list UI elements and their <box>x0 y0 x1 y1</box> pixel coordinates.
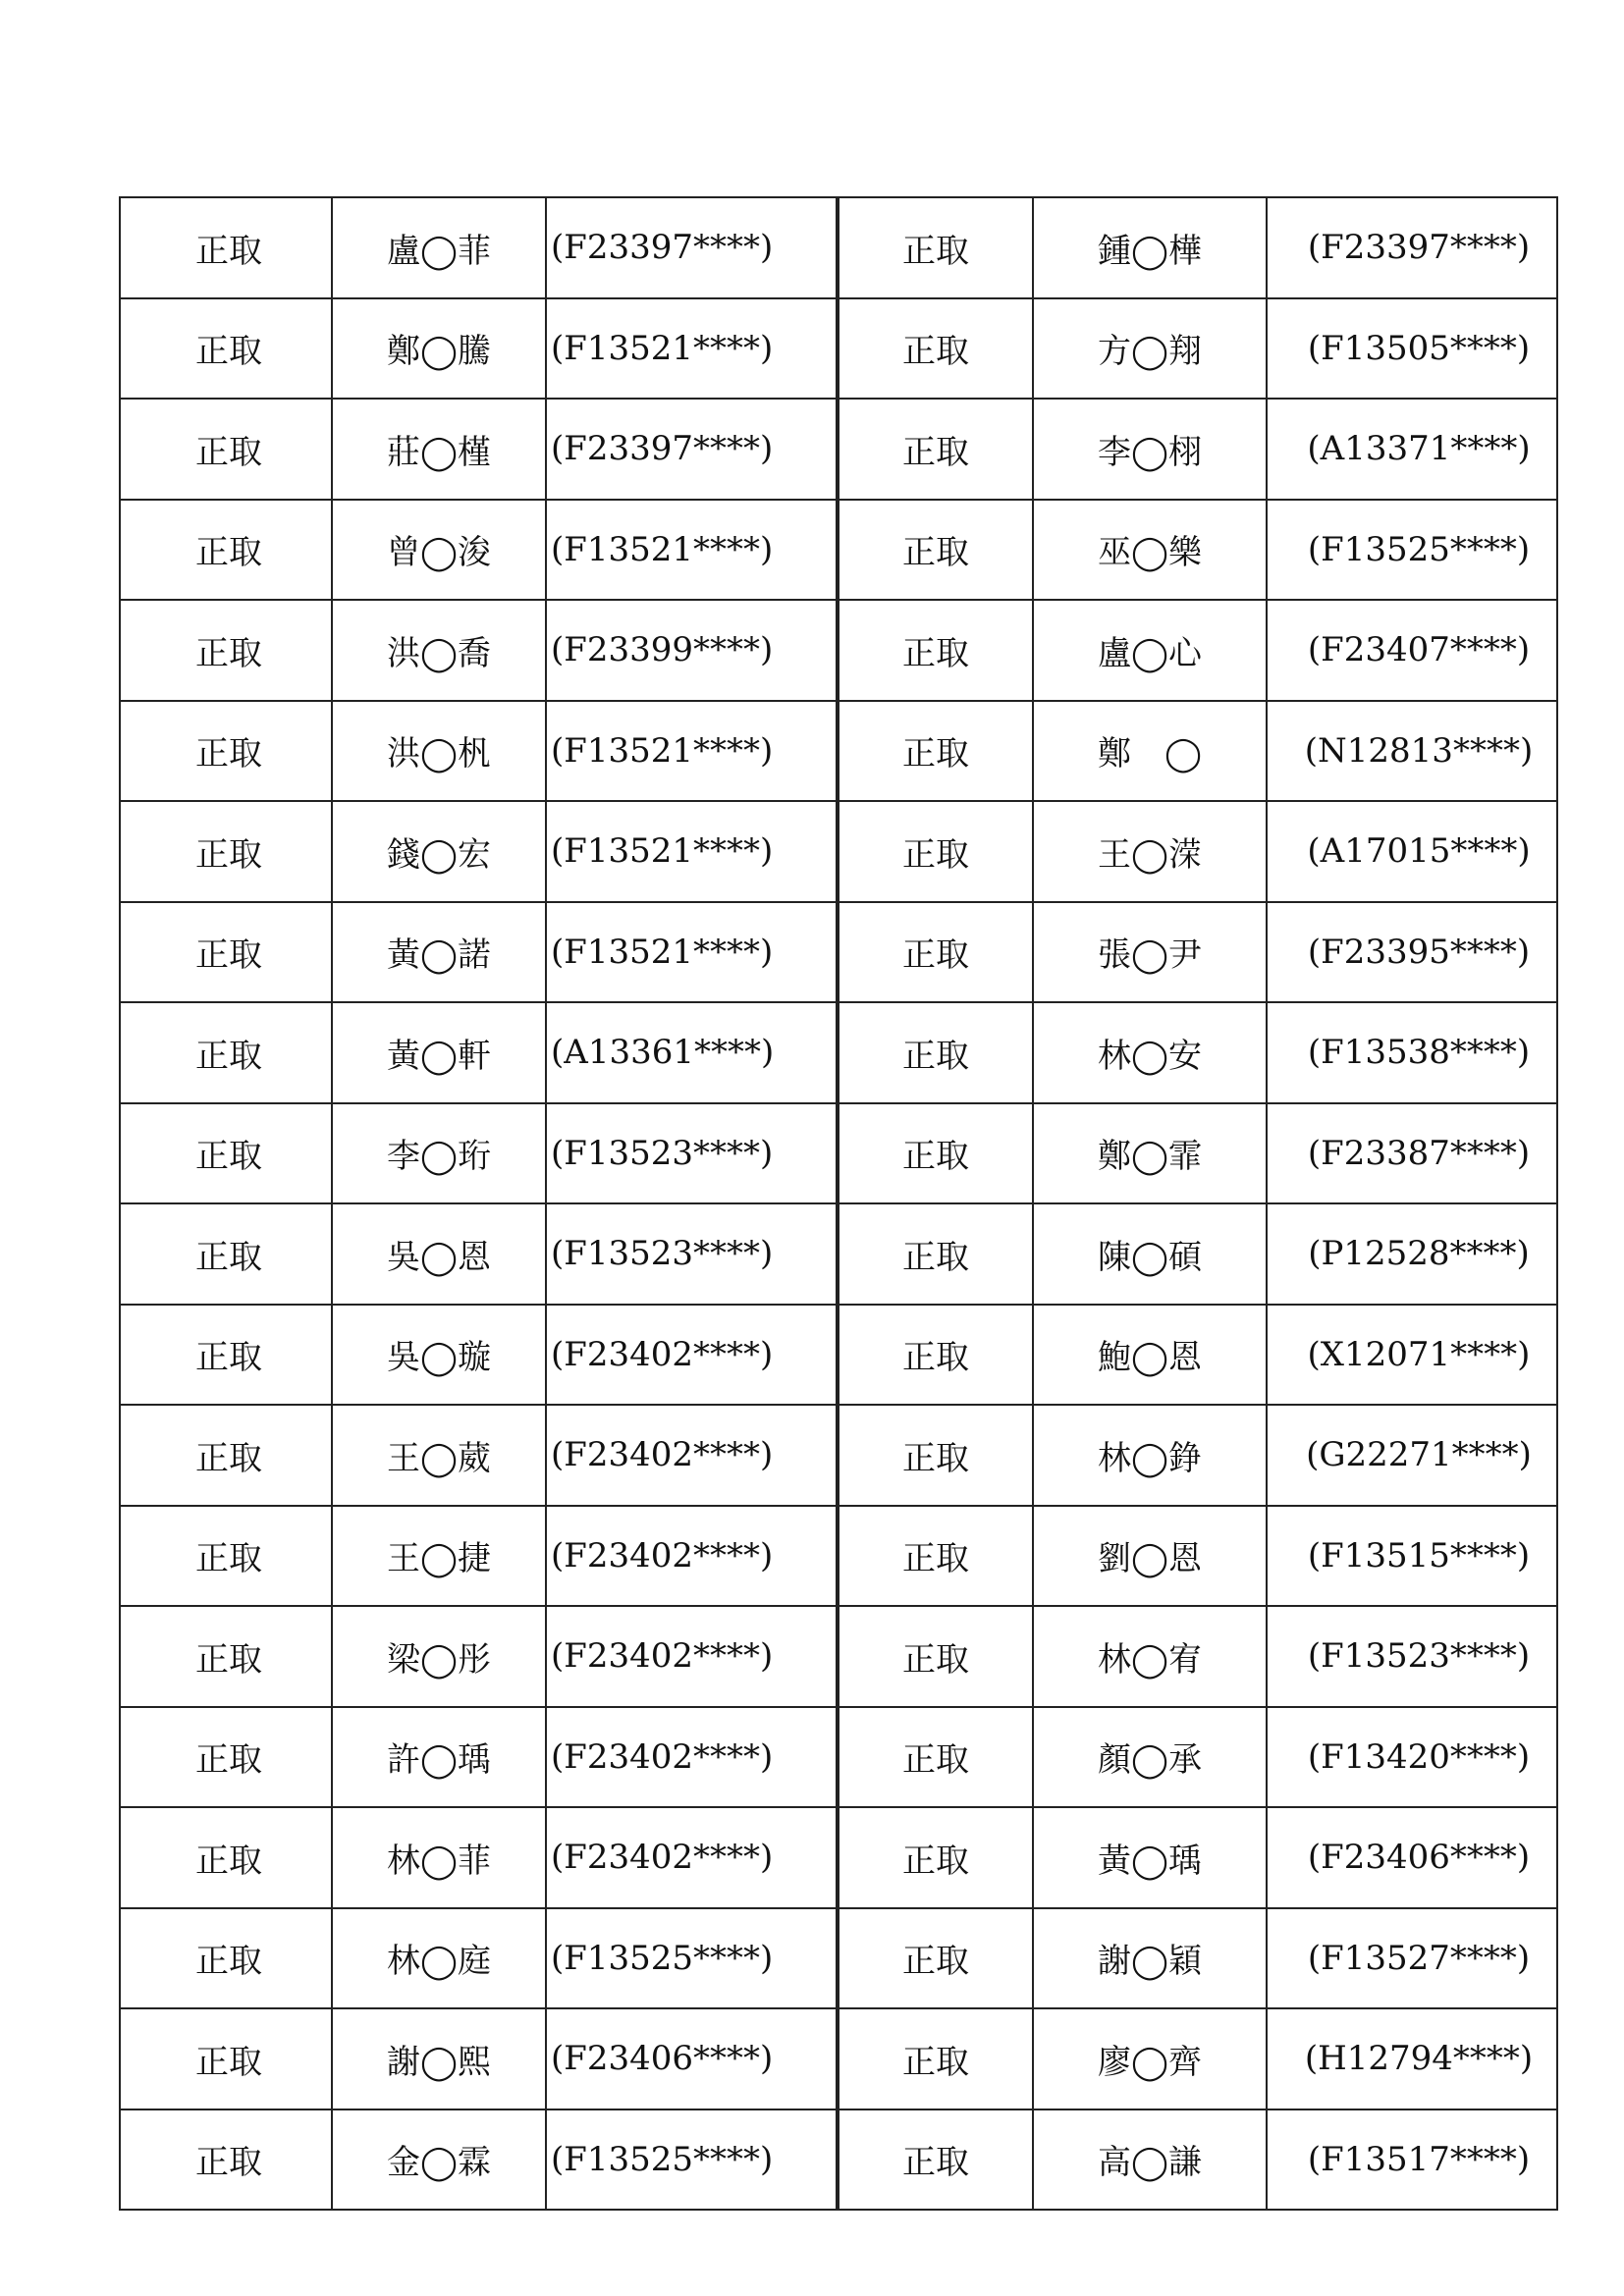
admission-status-cell <box>839 1606 1033 1707</box>
student-name-cell <box>332 2109 546 2211</box>
admission-status-cell <box>839 1707 1033 1808</box>
id-number: (F13538****) <box>1307 1033 1531 1073</box>
id-number-cell <box>1267 902 1557 1003</box>
id-number-cell <box>546 600 837 701</box>
student-name-cell <box>332 2008 546 2109</box>
student-name-cell <box>332 701 546 802</box>
table-row <box>120 1506 837 1607</box>
table-row <box>120 1707 837 1808</box>
table-row <box>839 1203 1557 1305</box>
id-number-cell <box>546 1606 837 1707</box>
id-number: (X12071****) <box>1307 1334 1531 1374</box>
admission-status-cell <box>120 1203 332 1305</box>
id-number-cell <box>1267 600 1557 701</box>
admission-status: 正取 <box>195 935 262 976</box>
student-name-cell <box>1033 1908 1267 2009</box>
student-name: 高◯謙 <box>1097 2143 1203 2183</box>
id-number: (F13521****) <box>551 328 774 368</box>
id-number-cell <box>546 701 837 802</box>
admission-status: 正取 <box>195 1841 262 1881</box>
id-number: (N12813****) <box>1304 730 1534 771</box>
table-row <box>839 600 1557 701</box>
admission-status: 正取 <box>902 1036 969 1076</box>
table-row <box>120 2008 837 2109</box>
id-number-cell <box>546 2008 837 2109</box>
admission-status: 正取 <box>902 2143 969 2183</box>
student-name-cell <box>1033 298 1267 400</box>
student-name: 王◯溁 <box>1097 834 1203 875</box>
student-name-cell <box>332 1002 546 1103</box>
table-row <box>839 1305 1557 1406</box>
admission-status: 正取 <box>902 332 969 372</box>
student-name-cell <box>1033 2109 1267 2211</box>
table-row <box>120 600 837 701</box>
student-name: 鍾◯樺 <box>1097 231 1203 271</box>
id-number: (G22271****) <box>1306 1435 1532 1475</box>
id-number: (F13523****) <box>551 1133 774 1173</box>
roster-table-right <box>838 196 1558 2211</box>
table-row <box>839 1405 1557 1506</box>
student-name-cell <box>332 399 546 500</box>
id-number: (F13521****) <box>551 730 774 771</box>
admission-status: 正取 <box>902 1740 969 1781</box>
id-number: (F13521****) <box>551 932 774 972</box>
admission-status: 正取 <box>195 1942 262 1982</box>
table-row <box>120 1807 837 1908</box>
admission-status: 正取 <box>195 633 262 673</box>
student-name-cell <box>332 1103 546 1204</box>
table-row <box>120 1305 837 1406</box>
student-name: 莊◯槿 <box>386 432 492 472</box>
student-name-cell <box>332 1707 546 1808</box>
admission-status: 正取 <box>195 1338 262 1378</box>
student-name: 巫◯樂 <box>1097 533 1203 573</box>
student-name-cell <box>1033 197 1267 298</box>
admission-status-cell <box>120 2109 332 2211</box>
table-row <box>120 902 837 1003</box>
admission-status-cell <box>839 2109 1033 2211</box>
student-name-cell <box>1033 1002 1267 1103</box>
student-name-cell <box>1033 1506 1267 1607</box>
id-number-cell <box>546 1506 837 1607</box>
student-name-cell <box>1033 2008 1267 2109</box>
student-name: 盧◯心 <box>1097 633 1203 673</box>
student-name: 劉◯恩 <box>1097 1539 1203 1579</box>
admission-status-cell <box>839 701 1033 802</box>
id-number-cell <box>546 1305 837 1406</box>
id-number-cell <box>546 1405 837 1506</box>
student-name: 黃◯瑀 <box>1097 1841 1203 1881</box>
admission-status: 正取 <box>195 734 262 774</box>
admission-status: 正取 <box>902 1639 969 1680</box>
admission-status: 正取 <box>902 432 969 472</box>
admission-status-cell <box>839 1305 1033 1406</box>
id-number: (H12794****) <box>1304 2039 1534 2079</box>
id-number: (F13420****) <box>1307 1736 1531 1777</box>
student-name-cell <box>1033 1707 1267 1808</box>
id-number-cell <box>546 197 837 298</box>
roster-left-body <box>120 197 837 2210</box>
student-name-cell <box>1033 701 1267 802</box>
table-row <box>120 1002 837 1103</box>
admission-status-cell <box>839 1506 1033 1607</box>
id-number-cell <box>1267 399 1557 500</box>
student-name: 鄭◯霏 <box>1097 1137 1203 1177</box>
student-name-cell <box>332 1305 546 1406</box>
student-name: 盧◯菲 <box>386 231 492 271</box>
student-name: 林◯宥 <box>1097 1639 1203 1680</box>
id-number-cell <box>1267 1203 1557 1305</box>
admission-status: 正取 <box>902 1539 969 1579</box>
student-name: 許◯瑀 <box>386 1740 492 1781</box>
id-number: (F23399****) <box>551 630 774 670</box>
id-number: (F23397****) <box>1307 228 1531 268</box>
student-name: 方◯翔 <box>1097 332 1203 372</box>
student-name: 王◯葳 <box>386 1438 492 1478</box>
id-number: (F13517****) <box>1307 2139 1531 2179</box>
admission-status: 正取 <box>902 1237 969 1277</box>
admission-status-cell <box>839 801 1033 902</box>
id-number: (F23407****) <box>1307 630 1531 670</box>
table-row <box>120 1103 837 1204</box>
student-name-cell <box>332 197 546 298</box>
table-row <box>120 1606 837 1707</box>
student-name: 李◯珩 <box>386 1137 492 1177</box>
student-name-cell <box>1033 1103 1267 1204</box>
student-name: 王◯捷 <box>386 1539 492 1579</box>
id-number: (F23402****) <box>551 1334 774 1374</box>
table-row <box>839 1707 1557 1808</box>
id-number-cell <box>1267 1807 1557 1908</box>
id-number-cell <box>1267 1908 1557 2009</box>
student-name-cell <box>332 1506 546 1607</box>
student-name: 洪◯杋 <box>386 734 492 774</box>
admission-status: 正取 <box>902 633 969 673</box>
table-row <box>839 1506 1557 1607</box>
admission-status: 正取 <box>902 834 969 875</box>
admission-status-cell <box>120 1002 332 1103</box>
student-name: 林◯錚 <box>1097 1438 1203 1478</box>
table-row <box>839 902 1557 1003</box>
student-name: 錢◯宏 <box>386 834 492 875</box>
admission-status: 正取 <box>195 2042 262 2082</box>
admission-status: 正取 <box>902 1438 969 1478</box>
table-row <box>839 701 1557 802</box>
admission-status: 正取 <box>195 1237 262 1277</box>
student-name: 洪◯喬 <box>386 633 492 673</box>
id-number-cell <box>546 1707 837 1808</box>
student-name-cell <box>332 1405 546 1506</box>
id-number: (F23402****) <box>551 1838 774 1878</box>
id-number: (F23397****) <box>551 228 774 268</box>
admission-roster-sheet <box>119 196 1556 2211</box>
table-row <box>839 1606 1557 1707</box>
roster-table-left <box>119 196 838 2211</box>
id-number: (F13525****) <box>551 2139 774 2179</box>
admission-status-cell <box>839 1908 1033 2009</box>
admission-status: 正取 <box>902 1338 969 1378</box>
student-name-cell <box>332 1606 546 1707</box>
id-number: (A13371****) <box>1307 429 1531 469</box>
student-name-cell <box>332 500 546 601</box>
admission-status-cell <box>839 197 1033 298</box>
id-number: (F13525****) <box>1307 529 1531 569</box>
student-name-cell <box>332 1203 546 1305</box>
id-number-cell <box>1267 197 1557 298</box>
student-name-cell <box>1033 1203 1267 1305</box>
student-name: 林◯菲 <box>386 1841 492 1881</box>
admission-status: 正取 <box>902 734 969 774</box>
admission-status: 正取 <box>195 1639 262 1680</box>
id-number-cell <box>1267 2109 1557 2211</box>
id-number: (F23397****) <box>551 429 774 469</box>
admission-status-cell <box>120 1405 332 1506</box>
student-name: 鮑◯恩 <box>1097 1338 1203 1378</box>
table-row <box>839 2008 1557 2109</box>
id-number-cell <box>546 1203 837 1305</box>
admission-status-cell <box>839 399 1033 500</box>
student-name-cell <box>1033 1405 1267 1506</box>
id-number-cell <box>1267 1305 1557 1406</box>
admission-status-cell <box>120 701 332 802</box>
student-name-cell <box>332 1807 546 1908</box>
id-number: (F23387****) <box>1307 1133 1531 1173</box>
admission-status: 正取 <box>195 432 262 472</box>
admission-status-cell <box>120 2008 332 2109</box>
admission-status-cell <box>120 500 332 601</box>
id-number: (F13521****) <box>551 831 774 872</box>
admission-status-cell <box>839 1002 1033 1103</box>
student-name: 金◯霖 <box>386 2143 492 2183</box>
admission-status-cell <box>120 1908 332 2009</box>
student-name: 曾◯浚 <box>386 533 492 573</box>
student-name-cell <box>1033 399 1267 500</box>
id-number-cell <box>546 1807 837 1908</box>
id-number-cell <box>1267 1606 1557 1707</box>
id-number: (A13361****) <box>551 1033 775 1073</box>
id-number: (F13505****) <box>1307 328 1531 368</box>
id-number-cell <box>546 298 837 400</box>
id-number: (F23402****) <box>551 1636 774 1677</box>
id-number-cell <box>546 902 837 1003</box>
admission-status-cell <box>839 2008 1033 2109</box>
admission-status-cell <box>839 902 1033 1003</box>
admission-status: 正取 <box>902 533 969 573</box>
admission-status-cell <box>839 500 1033 601</box>
table-row <box>839 1002 1557 1103</box>
id-number: (F23402****) <box>551 1736 774 1777</box>
student-name-cell <box>332 801 546 902</box>
id-number-cell <box>546 1103 837 1204</box>
student-name: 張◯尹 <box>1097 935 1203 976</box>
student-name-cell <box>1033 500 1267 601</box>
admission-status: 正取 <box>195 1740 262 1781</box>
table-row <box>839 399 1557 500</box>
admission-status: 正取 <box>195 332 262 372</box>
admission-status: 正取 <box>195 231 262 271</box>
id-number: (F23402****) <box>551 1435 774 1475</box>
student-name: 黃◯諾 <box>386 935 492 976</box>
table-row <box>120 1405 837 1506</box>
student-name-cell <box>1033 1606 1267 1707</box>
roster-right-body <box>839 197 1557 2210</box>
student-name: 林◯庭 <box>386 1942 492 1982</box>
admission-status-cell <box>120 399 332 500</box>
admission-status: 正取 <box>902 2042 969 2082</box>
student-name: 李◯栩 <box>1097 432 1203 472</box>
id-number-cell <box>1267 701 1557 802</box>
admission-status-cell <box>839 1103 1033 1204</box>
id-number: (F23395****) <box>1307 932 1531 972</box>
admission-status-cell <box>120 1103 332 1204</box>
student-name: 謝◯穎 <box>1097 1942 1203 1982</box>
admission-status-cell <box>839 298 1033 400</box>
id-number: (F13527****) <box>1307 1938 1531 1978</box>
id-number-cell <box>1267 1103 1557 1204</box>
admission-status-cell <box>120 1606 332 1707</box>
id-number: (F13521****) <box>551 529 774 569</box>
student-name-cell <box>332 1908 546 2009</box>
admission-status-cell <box>120 1807 332 1908</box>
table-row <box>839 1908 1557 2009</box>
table-row <box>120 500 837 601</box>
admission-status-cell <box>120 801 332 902</box>
student-name: 廖◯齊 <box>1097 2042 1203 2082</box>
student-name-cell <box>1033 1807 1267 1908</box>
id-number-cell <box>1267 1405 1557 1506</box>
id-number: (F23402****) <box>551 1535 774 1575</box>
id-number-cell <box>546 801 837 902</box>
student-name: 鄭◯騰 <box>386 332 492 372</box>
id-number-cell <box>1267 1506 1557 1607</box>
admission-status-cell <box>120 298 332 400</box>
admission-status-cell <box>839 1405 1033 1506</box>
id-number-cell <box>546 2109 837 2211</box>
admission-status: 正取 <box>195 1539 262 1579</box>
admission-status: 正取 <box>195 834 262 875</box>
table-row <box>839 197 1557 298</box>
id-number-cell <box>546 1908 837 2009</box>
table-row <box>120 801 837 902</box>
admission-status-cell <box>120 1305 332 1406</box>
student-name: 吳◯恩 <box>386 1237 492 1277</box>
id-number: (F23406****) <box>1307 1838 1531 1878</box>
student-name-cell <box>1033 600 1267 701</box>
id-number-cell <box>546 399 837 500</box>
student-name: 吳◯璇 <box>386 1338 492 1378</box>
student-name: 林◯安 <box>1097 1036 1203 1076</box>
admission-status: 正取 <box>195 533 262 573</box>
id-number: (A17015****) <box>1307 831 1531 872</box>
admission-status: 正取 <box>902 231 969 271</box>
id-number-cell <box>1267 1707 1557 1808</box>
admission-status: 正取 <box>902 935 969 976</box>
admission-status: 正取 <box>195 2143 262 2183</box>
id-number: (F13515****) <box>1307 1535 1531 1575</box>
table-row <box>120 1908 837 2009</box>
id-number-cell <box>1267 2008 1557 2109</box>
id-number: (F13523****) <box>1307 1636 1531 1677</box>
table-row <box>120 399 837 500</box>
admission-status-cell <box>120 1707 332 1808</box>
admission-status: 正取 <box>902 1942 969 1982</box>
student-name-cell <box>332 298 546 400</box>
id-number-cell <box>1267 1002 1557 1103</box>
id-number: (P12528****) <box>1308 1234 1530 1274</box>
admission-status: 正取 <box>902 1137 969 1177</box>
table-row <box>120 1203 837 1305</box>
table-row <box>120 298 837 400</box>
table-row <box>839 1103 1557 1204</box>
admission-status: 正取 <box>195 1137 262 1177</box>
table-row <box>120 701 837 802</box>
id-number: (F13523****) <box>551 1234 774 1274</box>
table-row <box>120 197 837 298</box>
id-number-cell <box>1267 298 1557 400</box>
admission-status: 正取 <box>195 1438 262 1478</box>
admission-status-cell <box>120 600 332 701</box>
student-name-cell <box>332 600 546 701</box>
id-number-cell <box>1267 500 1557 601</box>
student-name-cell <box>332 902 546 1003</box>
id-number-cell <box>546 500 837 601</box>
table-row <box>839 1807 1557 1908</box>
admission-status-cell <box>839 1203 1033 1305</box>
student-name: 謝◯熙 <box>386 2042 492 2082</box>
admission-status-cell <box>120 902 332 1003</box>
table-row <box>839 298 1557 400</box>
table-row <box>120 2109 837 2211</box>
admission-status-cell <box>120 1506 332 1607</box>
admission-status-cell <box>120 197 332 298</box>
admission-status: 正取 <box>195 1036 262 1076</box>
table-row <box>839 2109 1557 2211</box>
id-number-cell <box>546 1002 837 1103</box>
table-row <box>839 500 1557 601</box>
admission-status-cell <box>839 1807 1033 1908</box>
student-name: 鄭 ◯ <box>1097 734 1203 774</box>
id-number: (F23406****) <box>551 2039 774 2079</box>
table-row <box>839 801 1557 902</box>
admission-status: 正取 <box>902 1841 969 1881</box>
student-name-cell <box>1033 1305 1267 1406</box>
student-name: 黃◯軒 <box>386 1036 492 1076</box>
id-number-cell <box>1267 801 1557 902</box>
admission-status-cell <box>839 600 1033 701</box>
student-name: 陳◯碩 <box>1097 1237 1203 1277</box>
student-name-cell <box>1033 801 1267 902</box>
id-number: (F13525****) <box>551 1938 774 1978</box>
student-name-cell <box>1033 902 1267 1003</box>
student-name: 梁◯彤 <box>386 1639 492 1680</box>
student-name: 顏◯承 <box>1097 1740 1203 1781</box>
